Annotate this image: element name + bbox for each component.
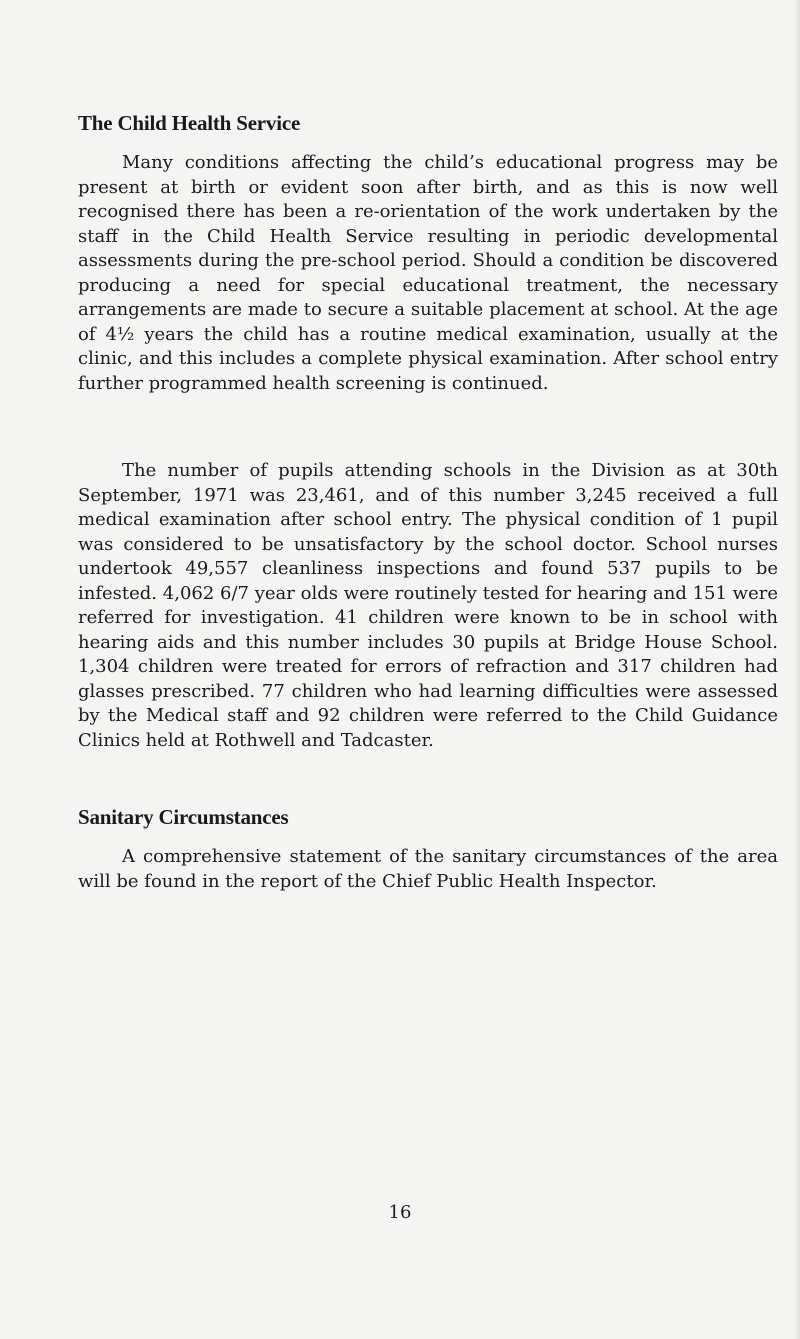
paragraph-pupil-statistics: The number of pupils attending schools in the Division as at 30th September, 1971 was 23,461, and of this number 3,245 received a full medical examination after school entry. The physical condition of 1 pupil was considered to be unsatisfactory by the school doctor. School nurses undertook 49,557 cleanliness inspections and found 537 pupils to be infested. 4,062 6/7 year olds were routinely tested for hearing and 151 were referred for investigation. 41 children were known to be in school with hearing aids and this number includes 30 pupils at Bridge House School. 1,304 children were treated for errors of refraction and 317 children had glasses prescribed. 77 children who had learning difficulties were assessed by the Medical staff and 92 children were referred to the Child Guidance Clinics held at Rothwell and Tadcaster.	[78, 460, 778, 751]
paragraph-sanitary-statement: A comprehensive statement of the sanitary circumstances of the area will be found in the report of the Chief Public Health Inspector.	[78, 846, 778, 892]
page-edge-shadow	[794, 0, 800, 1339]
page-number: 16	[388, 1202, 412, 1223]
section-heading-sanitary-circumstances: Sanitary Circumstances	[78, 805, 289, 829]
section-heading-child-health-service: The Child Health Service	[78, 111, 301, 135]
paragraph-child-health-intro: Many conditions affecting the child’s educational progress may be present at birth or evident soon after birth, and as this is now well recognised there has been a re-orientation of the work undertaken by the staff in the Child Health Service resulting in periodic developmental assessments during the pre-school period. Should a condition be discovered producing a need for special educational treatment, the necessary arrangements are made to secure a suitable placement at school. At the age of 4½ years the child has a routine medical examination, usually at the clinic, and this includes a complete physical examination. After school entry further programmed health screening is continued.	[78, 152, 778, 394]
